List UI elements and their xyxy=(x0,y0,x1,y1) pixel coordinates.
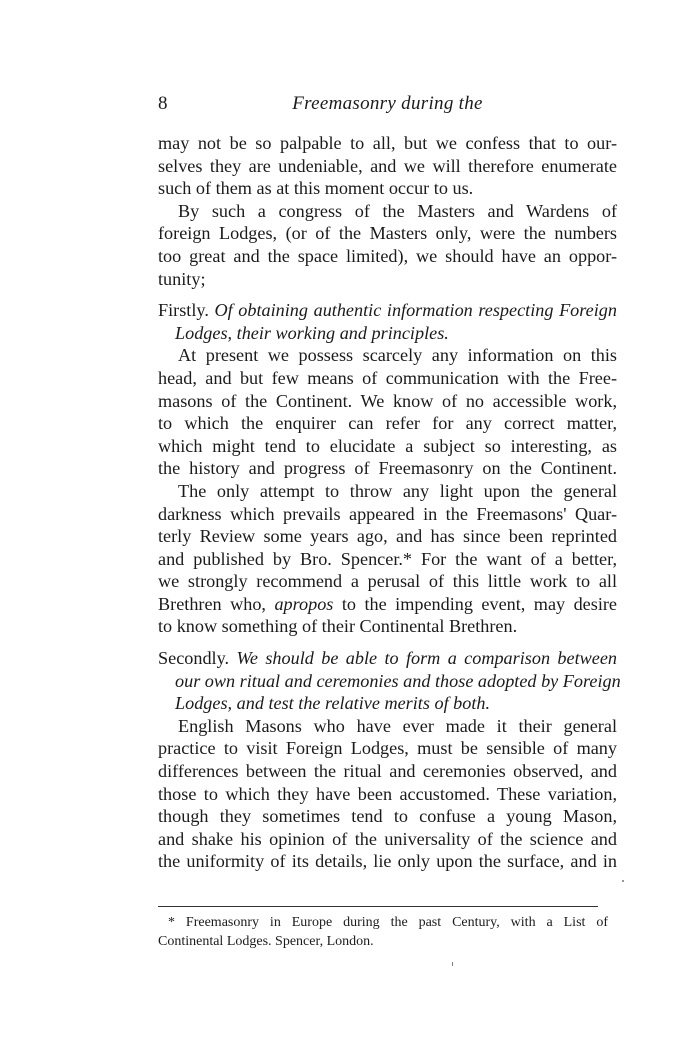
footnote-line: Continental Lodges. Spencer, London. xyxy=(158,934,374,949)
text-line: foreign Lodges, (or of the Masters only, were the numbers xyxy=(158,223,617,244)
text-line: darkness which prevails appeared in the Freemasons' Quar- xyxy=(158,503,617,524)
text-line: though they sometimes tend to confuse a young Mason, xyxy=(158,806,617,827)
text-line: Brethren who, apropos to the impending event, may desire xyxy=(158,593,617,614)
text-line: At present we possess scarcely any information on this xyxy=(178,345,617,366)
text-line: to know something of their Continental Brethren. xyxy=(158,616,518,637)
secondly-heading-cont: our own ritual and ceremonies and those adopted by Foreign xyxy=(175,670,621,691)
text-line: English Masons who have ever made it their general xyxy=(178,715,617,736)
page-number: 8 xyxy=(158,93,168,114)
text-line: selves they are undeniable, and we will therefore enumerate xyxy=(158,155,617,176)
secondly-heading xyxy=(158,647,617,670)
italic-apropos: apropos xyxy=(274,593,334,614)
text-line: those to which they have been accustomed. These variation, xyxy=(158,783,617,804)
text-line: to which the enquirer can refer for any correct matter, xyxy=(158,413,617,434)
text-line: The only attempt to throw any light upon the general xyxy=(178,480,617,501)
text-line: By such a congress of the Masters and Wardens of xyxy=(178,200,617,221)
paper-speck xyxy=(622,880,624,882)
secondly-label: Secondly. xyxy=(158,648,230,669)
firstly-label: Firstly. xyxy=(158,300,209,321)
secondly-heading-cont: Lodges, and test the relative merits of both. xyxy=(175,693,491,714)
firstly-title: Of obtaining authentic information respecting Foreign xyxy=(214,300,617,321)
text-line: and shake his opinion of the universality of the science and xyxy=(158,828,617,849)
text-line: and published by Bro. Spencer.* For the want of a better, xyxy=(158,548,617,569)
text-line: masons of the Continent. We know of no accessible work, xyxy=(158,390,617,411)
text-line: tunity; xyxy=(158,268,206,289)
footnote-line: * Freemasonry in Europe during the past Century, with a List of xyxy=(168,915,608,930)
text-line: too great and the space limited), we should have an oppor- xyxy=(158,245,617,266)
text-line: which might tend to elucidate a subject so interesting, as xyxy=(158,435,617,456)
running-title: Freemasonry during the xyxy=(292,93,483,114)
text-line: practice to visit Foreign Lodges, must be sensible of many xyxy=(158,738,617,759)
page-header xyxy=(158,93,617,119)
footnote xyxy=(158,913,608,951)
footnote-divider xyxy=(158,906,598,907)
text-line: we strongly recommend a perusal of this little work to all xyxy=(158,571,617,592)
body-text xyxy=(158,132,621,873)
firstly-heading-cont: Lodges, their working and principles. xyxy=(175,322,449,343)
text-line: may not be so palpable to all, but we confess that to our- xyxy=(158,133,617,153)
text-line: such of them as at this moment occur to us. xyxy=(158,178,474,199)
secondly-title: We should be able to form a comparison between xyxy=(236,648,617,669)
text-line: differences between the ritual and ceremonies observed, and xyxy=(158,761,617,782)
text-line: the history and progress of Freemasonry on the Continent. xyxy=(158,458,617,479)
text-line: the uniformity of its details, lie only upon the surface, and in xyxy=(158,851,617,872)
text-line: terly Review some years ago, and has since been reprinted xyxy=(158,526,617,547)
text-line: head, and but few means of communication with the Free- xyxy=(158,367,617,388)
firstly-heading xyxy=(158,299,617,322)
paper-speck xyxy=(452,962,453,966)
